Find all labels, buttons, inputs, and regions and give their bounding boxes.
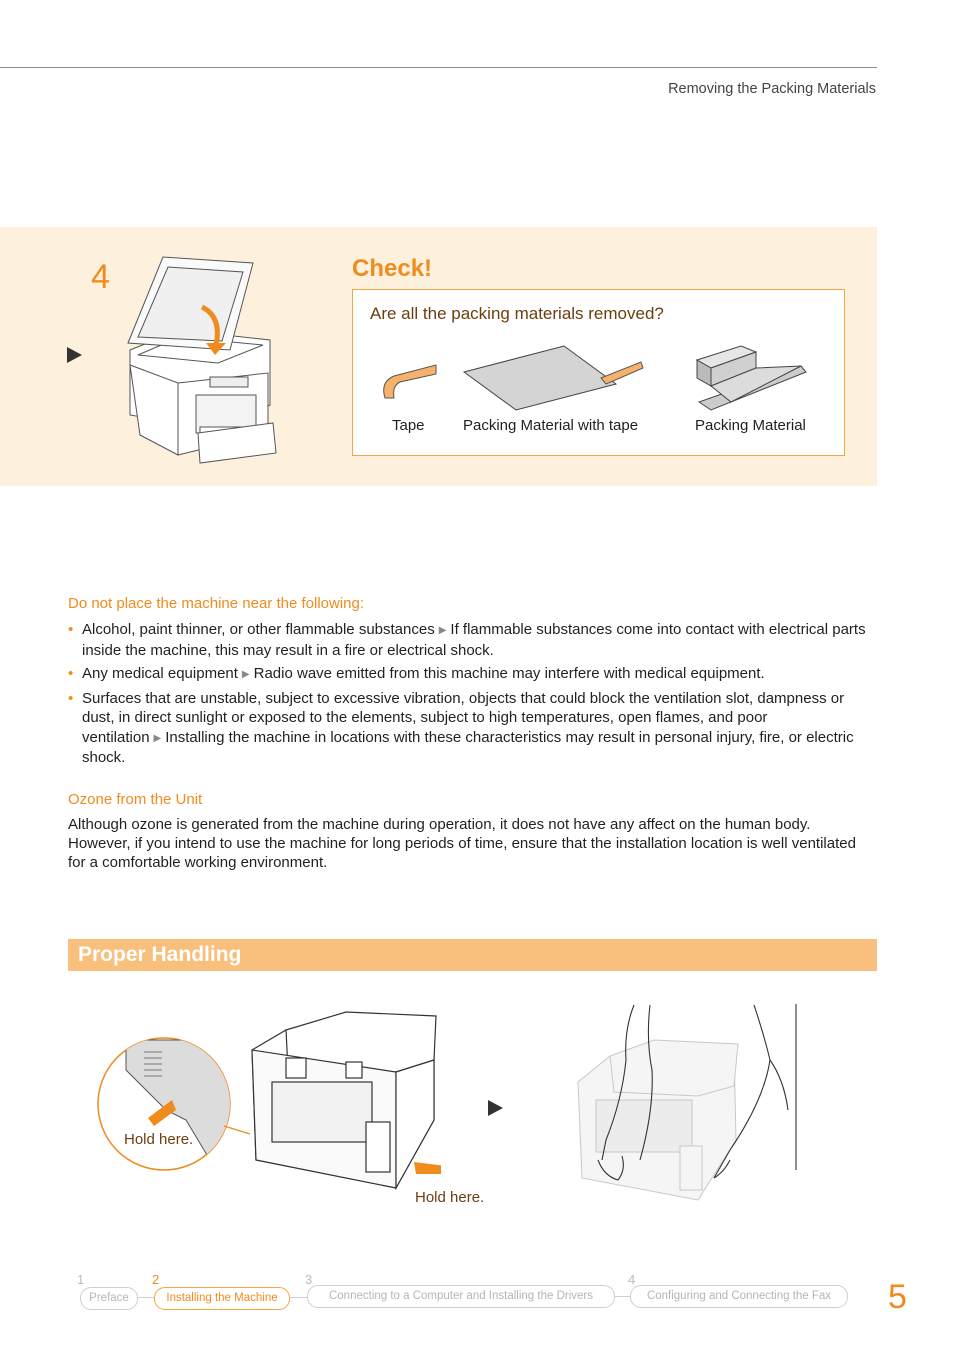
tape-label: Tape [392, 417, 425, 434]
nav-connector [289, 1297, 307, 1298]
bullet-icon: • [68, 621, 74, 638]
packing-sheet-icon [461, 342, 646, 414]
hold-label-right: Hold here. [415, 1189, 485, 1206]
nav-chapter-2[interactable]: Installing the Machine [154, 1287, 290, 1310]
header-rule [0, 67, 877, 68]
packing-sheet-label: Packing Material with tape [463, 417, 639, 434]
bullet-icon: • [68, 665, 74, 682]
location-list [68, 620, 878, 772]
list-item: • Alcohol, paint thinner, or other flammable substances ▶ If flammable substances come into contact with electrical parts inside the machine, this may result in a fire or electrical shock. [68, 621, 866, 659]
triangle-right-icon: ▶ [241, 669, 250, 680]
packing-material-label: Packing Material [695, 417, 806, 434]
packing-material-icon [691, 342, 811, 414]
step-number: 4 [91, 258, 110, 296]
section-bar [68, 939, 877, 971]
list-item: • Surfaces that are unstable, subject to excessive vibration, objects that could block the ventilation slot, dampness or dust, in direct sunlight or exposed to the elements, subject to high temperatures, open flames, and poor ventilation ▶ Installing the machine in locations with these characteristics may result in personal injury, fire, or electric shock. [68, 689, 854, 766]
check-question: Are all the packing materials removed? [370, 304, 664, 323]
check-title: Check! [352, 255, 433, 282]
location-heading: Do not place the machine near the following: [68, 595, 365, 612]
nav-connector [614, 1296, 630, 1297]
machine-rear-view-illustration [246, 1010, 441, 1190]
nav-chapter-1[interactable]: Preface [80, 1287, 138, 1310]
nav-connector [137, 1297, 154, 1298]
check-box [352, 289, 845, 456]
ozone-heading: Ozone from the Unit [68, 791, 203, 808]
page-number: 5 [888, 1278, 907, 1316]
hold-label-left: Hold here. [124, 1131, 194, 1148]
triangle-right-icon: ▶ [153, 732, 162, 744]
nav-chapter-3[interactable]: Connecting to a Computer and Installing the Drivers [307, 1285, 615, 1308]
nav-chapter-2-number: 2 [152, 1272, 160, 1287]
nav-chapter-3-number: 3 [305, 1272, 313, 1287]
nav-chapter-1-number: 1 [77, 1272, 85, 1287]
triangle-right-icon: ▶ [438, 625, 447, 636]
list-item: • Any medical equipment ▶ Radio wave emitted from this machine may interfere with medical equipment. [68, 665, 765, 682]
handling-arrow-icon [488, 1100, 503, 1116]
bullet-icon: • [68, 689, 74, 707]
nav-chapter-4-number: 4 [628, 1272, 636, 1287]
tape-icon [380, 360, 440, 400]
nav-chapter-4[interactable]: Configuring and Connecting the Fax [630, 1285, 848, 1308]
lifting-machine-illustration [574, 1000, 804, 1205]
running-head: Removing the Packing Materials [668, 81, 876, 97]
ozone-text: Although ozone is generated from the machine during operation, it does not have any affect on the human body. However, if you intend to use the machine for long periods of time, ensure that the installation location is well ventilated for a comfortable working environment. [68, 816, 856, 871]
machine-lid-closing-illustration [118, 255, 278, 467]
step-arrow-icon [67, 347, 82, 363]
section-title: Proper Handling [78, 943, 242, 966]
